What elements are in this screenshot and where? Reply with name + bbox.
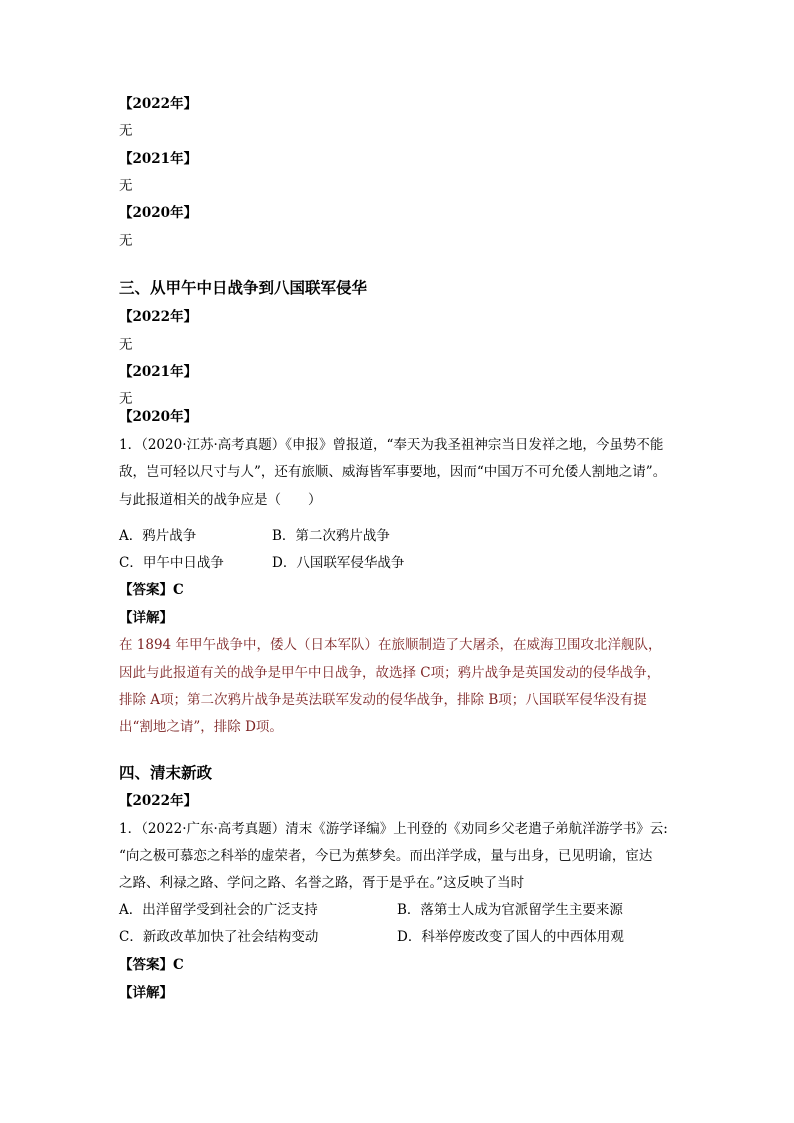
none-text: 无 (119, 233, 133, 249)
year-tag-2022: 【2022年】 (119, 309, 198, 325)
year-tag-2020: 【2020年】 (119, 409, 198, 425)
year-tag-2021: 【2021年】 (119, 364, 198, 380)
question-2-stem-line: “向之极可慕恋之科举的虚荣者，今已为蕉梦矣。而出洋学成，量与出身，已见明谕，宦达 (119, 848, 653, 864)
question-1-detail-tag: 【详解】 (119, 610, 173, 626)
none-text: 无 (119, 123, 133, 139)
year-tag-2020: 【2020年】 (119, 205, 198, 221)
question-1-option-c: C．甲午中日战争 (119, 555, 224, 571)
question-1-option-a: A．鸦片战争 (119, 528, 197, 544)
question-2-option-c: C．新政改革加快了社会结构变动 (119, 929, 319, 945)
year-tag-2022: 【2022年】 (119, 793, 198, 809)
question-1-option-d: D．八国联军侵华战争 (272, 555, 405, 571)
question-1-explanation-line: 因此与此报道有关的战争是甲午中日战争，故选择 C项；鸦片战争是英国发动的侵华战争， (119, 665, 661, 681)
section-heading-3: 三、从甲午中日战争到八国联军侵华 (119, 278, 368, 297)
question-2-option-a: A．出洋留学受到社会的广泛支持 (119, 902, 318, 918)
question-1-explanation-line: 出“割地之请”，排除 D项。 (119, 719, 283, 735)
none-text: 无 (119, 178, 133, 194)
none-text: 无 (119, 337, 133, 353)
question-1-stem-line: 敌，岂可轻以尺寸与人”，还有旅顺、威海皆军事要地，因而“中国万不可允倭人割地之请”。 (119, 464, 667, 480)
question-1-option-b: B．第二次鸦片战争 (272, 528, 390, 544)
question-2-option-d: D．科举停废改变了国人的中西体用观 (397, 929, 624, 945)
question-1-answer: 【答案】C (119, 582, 184, 598)
question-1-explanation-line: 排除 A项；第二次鸦片战争是英法联军发动的侵华战争，排除 B项；八国联军侵华没有提 (119, 692, 647, 708)
year-tag-2022: 【2022年】 (119, 96, 198, 112)
question-2-option-b: B．落第士人成为官派留学生主要来源 (397, 902, 623, 918)
question-1-stem-line: 1．（2020·江苏·高考真题）《申报》曾报道，“奉天为我圣祖神宗当日发祥之地，今虽势不能 (119, 437, 664, 453)
question-2-answer: 【答案】C (119, 957, 184, 973)
question-2-stem-line: 之路、利禄之路、学问之路、名誉之路，胥于是乎在。”这反映了当时 (119, 875, 525, 891)
question-1-stem-line: 与此报道相关的战争应是（ ） (119, 492, 322, 508)
year-tag-2021: 【2021年】 (119, 151, 198, 167)
question-2-detail-tag: 【详解】 (119, 985, 173, 1001)
question-1-explanation-line: 在 1894 年甲午战争中，倭人（日本军队）在旅顺制造了大屠杀，在威海卫围攻北洋舰队， (119, 637, 662, 653)
none-text: 无 (119, 391, 133, 407)
section-heading-4: 四、清末新政 (119, 763, 213, 782)
question-2-stem-line: 1．（2022·广东·高考真题）清末《游学译编》上刊登的《劝同乡父老遣子弟航洋游学书》云: (119, 821, 668, 837)
